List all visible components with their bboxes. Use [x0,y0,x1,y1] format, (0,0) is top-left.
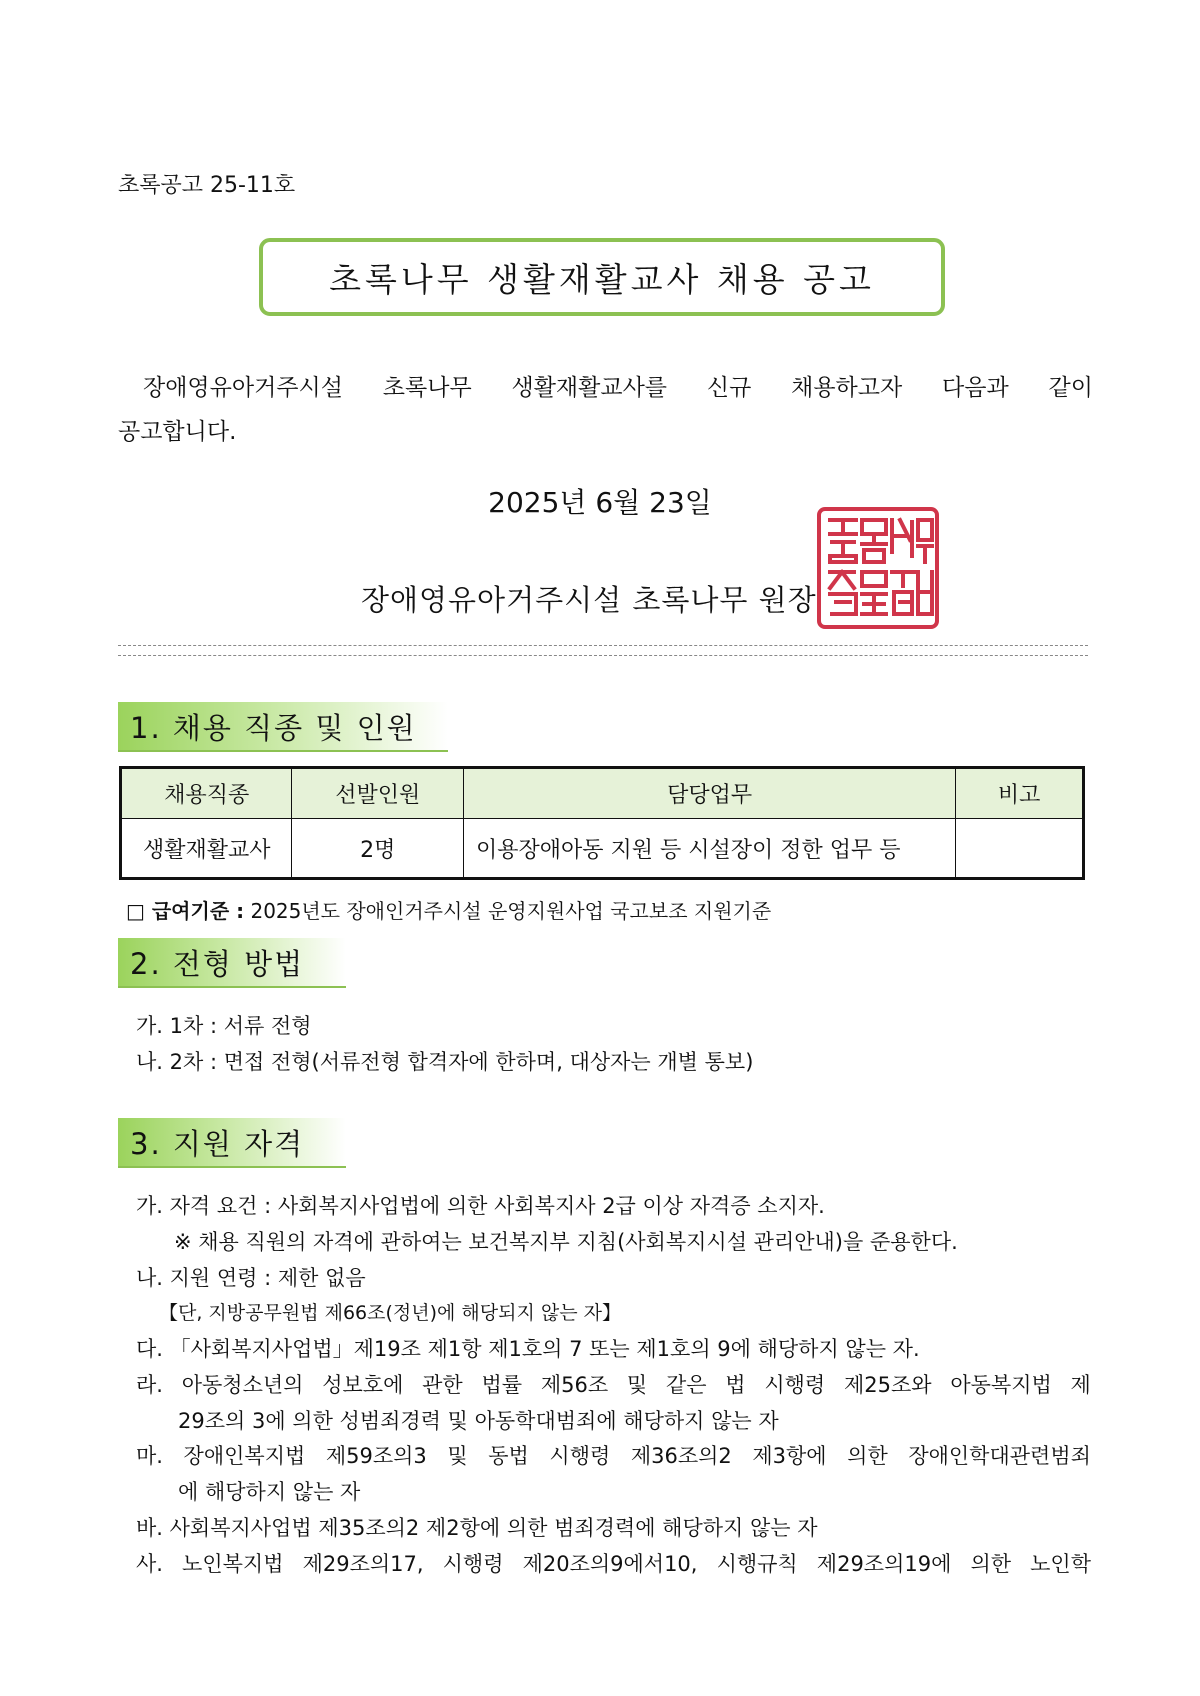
qualification-na-note: 【단, 지방공무원법 제66조(정년)에 해당되지 않는 자】 [159,1302,621,1324]
qualification-ra-word: 아동복지법 [950,1373,1052,1397]
qualification-ma-word: 및 [447,1444,468,1468]
qualification-ra-word: 및 [626,1373,648,1397]
intro-word: 장애영유아거주시설 [143,375,343,401]
organization-name: 장애영유아거주시설 초록나무 원장 [361,583,817,617]
section-1-heading: 1. 채용 직종 및 인원 [118,702,448,750]
qualification-ga-note: ※ 채용 직원의 자격에 관하여는 보건복지부 지침(사회복지시설 관리안내)을 준용한다. [174,1230,958,1254]
notice-date: 2025년 6월 23일 [488,486,712,519]
qualification-ma-word: 제59조의3 [325,1444,427,1468]
selection-step-1: 가. 1차 : 서류 전형 [136,1014,312,1038]
qualification-ma-word: 장애인학대관련범죄 [908,1444,1091,1468]
qualification-ra-line-1 [136,1369,1091,1399]
qualification-ra-word: 제 [1070,1373,1091,1397]
qualification-sa-word: 의한 [970,1552,1012,1576]
qualification-ra-word: 제56조 [540,1373,609,1397]
qualification-sa-word: 제29조의17, [302,1552,424,1576]
official-seal [816,506,940,630]
col-header-job: 채용직종 [121,768,292,819]
qualification-ra-word: 법 [725,1373,746,1397]
cell-job: 생활재활교사 [121,819,292,879]
qualification-ra-word: 관한 [422,1373,463,1397]
intro-paragraph [118,366,1093,454]
salary-label: □ 급여기준 : [126,899,245,923]
qualification-ra-word: 제25조와 [843,1373,932,1397]
intro-word: 생활재활교사를 [511,375,668,401]
intro-word: 채용하고자 [791,375,903,401]
cell-note [956,819,1084,879]
cell-count: 2명 [292,819,463,879]
cell-duty: 이용장애아동 지원 등 시설장이 정한 업무 등 [463,819,955,879]
col-header-note: 비고 [956,768,1084,819]
qualification-sa-word: 노인복지법 [182,1552,284,1576]
qualification-na: 나. 지원 연령 : 제한 없음 [136,1266,366,1290]
col-header-duty: 담당업무 [463,768,955,819]
qualification-ma-word: 제36조의2 [630,1444,732,1468]
qualification-ma-word: 마. [136,1444,163,1468]
qualification-ma-word: 제3항에 [752,1444,827,1468]
intro-word: 같이 [1048,375,1093,401]
qualification-ra-word: 라. [136,1373,163,1397]
qualification-ra-word: 같은 [665,1373,707,1397]
notice-number: 초록공고 25-11호 [118,173,296,198]
qualification-sa-word: 사. [136,1552,163,1576]
intro-word: 다음과 [942,375,1009,401]
qualification-ma-word: 장애인복지법 [183,1444,306,1468]
divider-dashed [118,655,1088,656]
qualification-sa-word: 시행령 [442,1552,504,1576]
qualification-sa-word: 시행규칙 [716,1552,798,1576]
title-box [259,238,945,316]
qualification-da: 다. 「사회복지사업법」제19조 제1항 제1호의 7 또는 제1호의 9에 해당하지 않는 자. [136,1337,920,1361]
table-header-row [121,768,1084,819]
qualification-ma-line-2: 에 해당하지 않는 자 [178,1480,361,1504]
qualification-sa-word: 노인학 [1030,1552,1091,1576]
qualification-ra-word: 아동청소년의 [181,1373,304,1397]
qualification-ga: 가. 자격 요건 : 사회복지사업법에 의한 사회복지사 2급 이상 자격증 소지자. [136,1194,825,1218]
intro-word: 신규 [706,375,752,401]
intro-line-2: 공고합니다. [118,419,237,445]
qualification-ma-word: 시행령 [549,1444,611,1468]
qualification-ma-line-1 [136,1440,1091,1470]
selection-step-2: 나. 2차 : 면접 전형(서류전형 합격자에 한하며, 대상자는 개별 통보) [136,1050,754,1074]
salary-standard [126,895,771,924]
intro-word: 초록나무 [382,375,472,401]
intro-line-1 [118,366,1093,410]
salary-text: 2025년도 장애인거주시설 운영지원사업 국고보조 지원기준 [250,899,772,923]
qualification-sa-word: 제29조의19에 [816,1552,952,1576]
qualification-sa-line-1 [136,1548,1091,1578]
qualification-ra-word: 법률 [481,1373,523,1397]
table-row [121,819,1084,879]
qualification-ma-word: 동법 [488,1444,529,1468]
qualification-ra-word: 성보호에 [322,1373,404,1397]
divider-dashed [118,645,1088,646]
document-title: 초록나무 생활재활교사 채용 공고 [329,259,875,299]
section-2-heading: 2. 전형 방법 [118,938,346,986]
qualification-ra-line-2: 29조의 3에 의한 성범죄경력 및 아동학대범죄에 해당하지 않는 자 [178,1409,779,1433]
col-header-count: 선발인원 [292,768,463,819]
section-3-heading: 3. 지원 자격 [118,1118,346,1166]
qualification-sa-word: 제20조의9에서10, [522,1552,698,1576]
recruitment-table [119,766,1085,880]
qualification-ra-word: 시행령 [764,1373,826,1397]
qualification-ba: 바. 사회복지사업법 제35조의2 제2항에 의한 범죄경력에 해당하지 않는 자 [136,1516,818,1540]
qualification-ma-word: 의한 [847,1444,888,1468]
